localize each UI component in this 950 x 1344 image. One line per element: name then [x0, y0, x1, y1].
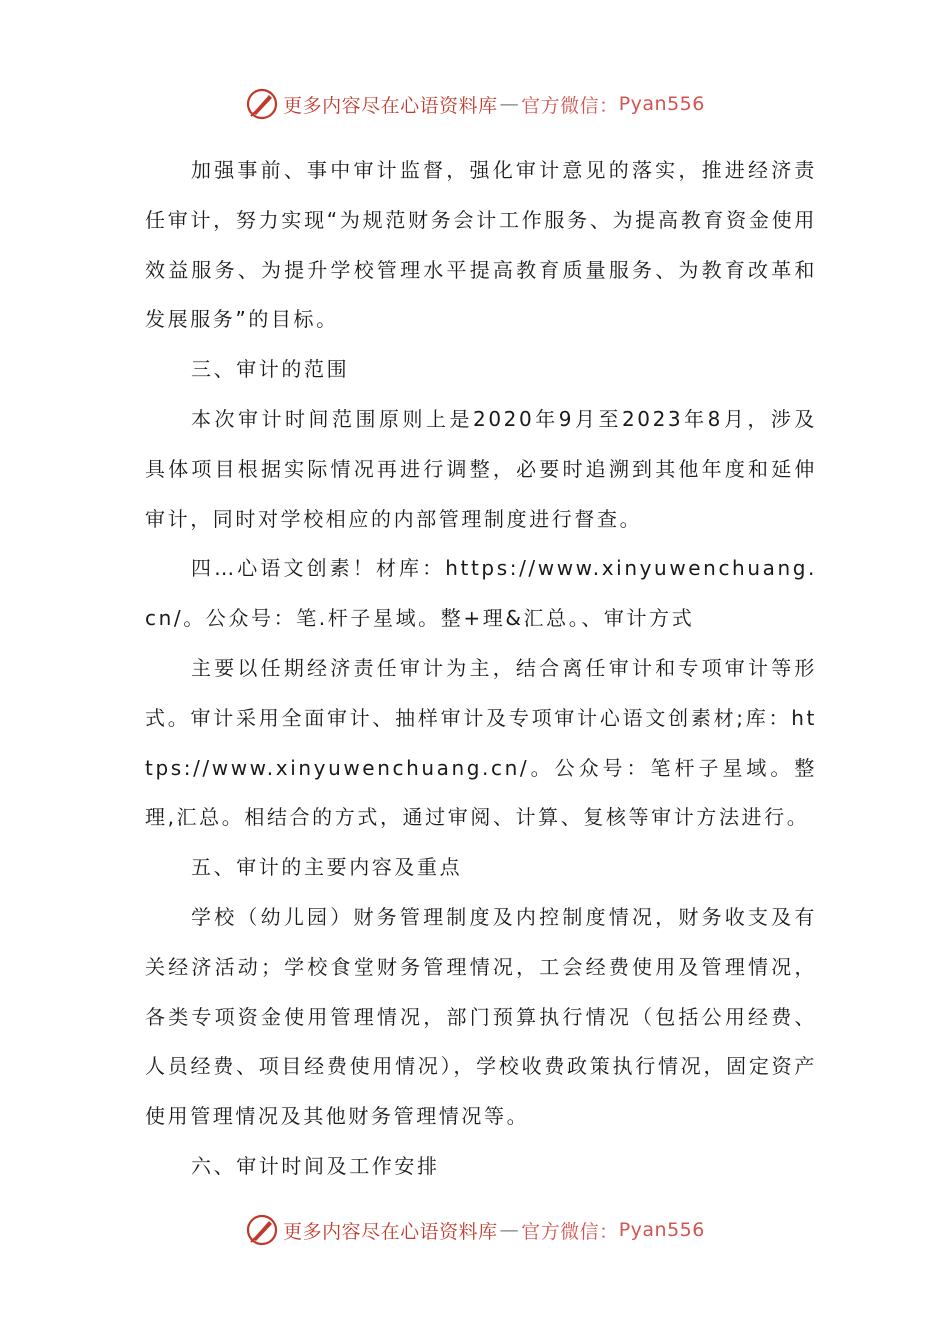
footer-watermark-banner [0, 1210, 950, 1250]
watermark-separator: — [499, 1219, 520, 1241]
quill-pen-icon [245, 87, 279, 121]
watermark-wechat-id: Pyan556 [618, 93, 705, 115]
quill-pen-icon [245, 1213, 279, 1247]
paragraph-audit-scope: 本次审计时间范围原则上是2020年9月至2023年8月，涉及具体项目根据实际情况再进行调整，必要时追溯到其他年度和延伸审计，同时对学校相应的内部管理制度进行督查。 [145, 406, 817, 531]
section-heading-content: 五、审计的主要内容及重点 [191, 855, 463, 880]
watermark-wechat-label: 官方微信： [521, 94, 619, 117]
header-watermark-banner [0, 84, 950, 124]
watermark-wechat-id: Pyan556 [618, 1219, 705, 1241]
section-heading-scope: 三、审计的范围 [191, 357, 350, 382]
document-body [145, 146, 817, 1192]
paragraph-audit-method: 主要以任期经济责任审计为主，结合离任审计和专项审计等形式。审计采用全面审计、抽样审计及专项审计心语文创素材;库：https://www.xinyuwenchuang.cn/。公众号：笔杆子星域。整理,汇总。相结合的方式，通过审阅、计算、复核等审计方法进行。 [145, 655, 817, 830]
watermark-separator: — [499, 93, 520, 115]
section-heading-schedule: 六、审计时间及工作安排 [191, 1153, 440, 1178]
paragraph-audit-goal: 加强事前、事中审计监督，强化审计意见的落实，推进经济责任审计，努力实现“为规范财务会计工作服务、为提高教育资金使用效益服务、为提升学校管理水平提高教育质量服务、为教育改革和发展服务”的目标。 [145, 158, 817, 332]
watermark-wechat-label: 官方微信： [521, 1220, 619, 1243]
paragraph-audit-content: 学校（幼儿园）财务管理制度及内控制度情况，财务收支及有关经济活动；学校食堂财务管理情况，工会经费使用及管理情况，各类专项资金使用管理情况，部门预算执行情况（包括公用经费、人员经费、项目经费使用情况），学校收费政策执行情况，固定资产使用管理情况及其他财务管理情况等。 [145, 904, 817, 1129]
watermark-site-text: 更多内容尽在心语资料库 [283, 1220, 498, 1243]
section-heading-method: 四…心语文创素！材库：https://www.xinyuwenchuang.cn/。公众号：笔.杆子星域。整+理&汇总。、审计方式 [145, 556, 817, 631]
watermark-site-text: 更多内容尽在心语资料库 [283, 94, 498, 117]
